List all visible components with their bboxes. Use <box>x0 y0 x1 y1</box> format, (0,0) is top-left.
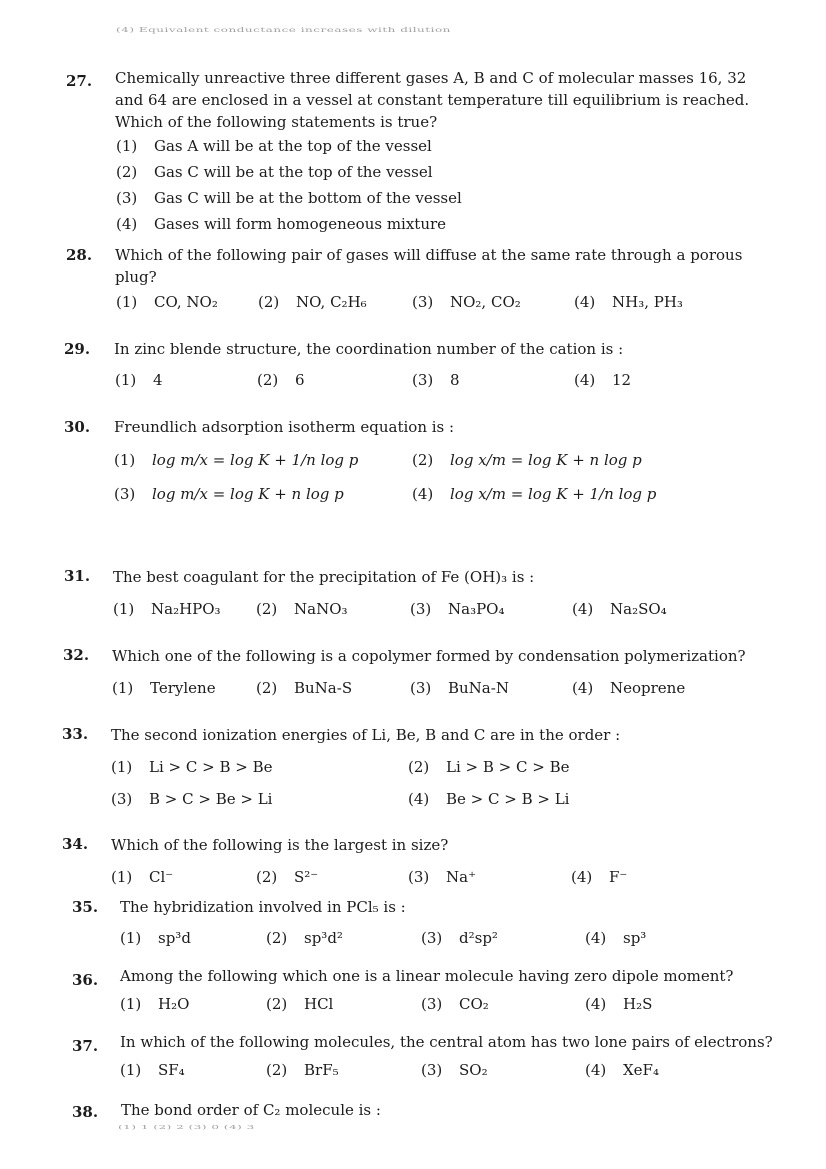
question-number: 27. <box>66 72 93 90</box>
option: (2) HCl <box>266 995 334 1013</box>
option: (4) XeF₄ <box>585 1061 659 1079</box>
option: (4) sp³ <box>585 929 647 947</box>
question-number: 33. <box>62 725 89 743</box>
question-text <box>120 965 733 987</box>
question-text <box>114 416 454 438</box>
question-line: The bond order of C₂ molecule is : <box>121 1101 381 1119</box>
option: (1) 4 <box>115 371 163 389</box>
option: (1) log m/x = log K + 1/n log p <box>114 451 359 469</box>
option: (2) S²⁻ <box>256 868 319 886</box>
option: (2) BrF₅ <box>266 1061 339 1079</box>
option: (2) log x/m = log K + n log p <box>412 451 642 469</box>
question-number: 30. <box>64 418 91 436</box>
option: (1) Na₂HPO₃ <box>113 600 221 618</box>
option: (2) Li > B > C > Be <box>408 758 570 776</box>
option: (4) 12 <box>574 371 632 389</box>
option: (1) CO, NO₂ <box>116 293 218 311</box>
question-text <box>121 1099 381 1121</box>
question-number: 32. <box>63 646 90 664</box>
option: (3) d²sp² <box>421 929 498 947</box>
option: (4) H₂S <box>585 995 653 1013</box>
question-number: 36. <box>72 971 99 989</box>
question-number: 38. <box>72 1103 99 1121</box>
option: (3) CO₂ <box>421 995 489 1013</box>
question-text <box>120 1031 773 1053</box>
option: (3) B > C > Be > Li <box>111 790 273 808</box>
option: (3) Na₃PO₄ <box>410 600 505 618</box>
option: (4) F⁻ <box>571 868 628 886</box>
question-number: 31. <box>64 567 91 585</box>
question-text <box>111 834 448 856</box>
question-line: Chemically unreactive three different gases A, B and C of molecular masses 16, 32 <box>115 69 747 87</box>
option: (4) NH₃, PH₃ <box>574 293 683 311</box>
question-text <box>120 896 406 918</box>
question-line: Which one of the following is a copolymer formed by condensation polymerization? <box>112 647 746 665</box>
question-line: The second ionization energies of Li, Be, B and C are in the order : <box>111 726 621 744</box>
option: (1) Cl⁻ <box>111 868 174 886</box>
option: (1) H₂O <box>120 995 190 1013</box>
question-line: The hybridization involved in PCl₅ is : <box>120 898 406 916</box>
option: (1) sp³d <box>120 929 191 947</box>
question-text <box>115 67 749 133</box>
option: (4) Na₂SO₄ <box>572 600 667 618</box>
question-line: Among the following which one is a linear molecule having zero dipole moment? <box>120 967 734 985</box>
option: (1) Terylene <box>112 679 216 697</box>
question-number: 34. <box>62 835 89 853</box>
cut-off-previous-option: (4) Equivalent conductance increases with dilution <box>116 26 451 34</box>
question-text <box>111 724 620 746</box>
question-number: 37. <box>72 1037 99 1055</box>
option: (1) Li > C > B > Be <box>111 758 273 776</box>
option: (3) Gas C will be at the bottom of the vessel <box>116 189 462 207</box>
question-line: In which of the following molecules, the central atom has two lone pairs of electrons? <box>120 1033 773 1051</box>
question-text <box>115 244 742 288</box>
option: (4) log x/m = log K + 1/n log p <box>412 485 657 503</box>
option: (3) log m/x = log K + n log p <box>114 485 344 503</box>
question-line: Which of the following statements is true? <box>115 113 438 131</box>
question-text <box>112 645 746 667</box>
question-number: 29. <box>64 340 91 358</box>
question-line: The best coagulant for the precipitation of Fe (OH)₃ is : <box>113 568 535 586</box>
question-line: Which of the following is the largest in size? <box>111 836 449 854</box>
option: (3) BuNa-N <box>410 679 509 697</box>
option: (2) 6 <box>257 371 305 389</box>
option: (2) sp³d² <box>266 929 343 947</box>
question-text <box>114 338 623 360</box>
option: (2) Gas C will be at the top of the vessel <box>116 163 433 181</box>
question-number: 28. <box>66 246 93 264</box>
cut-off-next-options: (1) 1 (2) 2 (3) 0 (4) 3 <box>118 1124 255 1131</box>
option: (4) Be > C > B > Li <box>408 790 570 808</box>
option: (1) SF₄ <box>120 1061 185 1079</box>
option: (4) Neoprene <box>572 679 686 697</box>
question-text <box>113 566 534 588</box>
question-line: Which of the following pair of gases will diffuse at the same rate through a porous <box>115 246 743 264</box>
question-line: In zinc blende structure, the coordination number of the cation is : <box>114 340 624 358</box>
option: (3) NO₂, CO₂ <box>412 293 521 311</box>
question-line: plug? <box>115 268 157 286</box>
option: (3) 8 <box>412 371 460 389</box>
question-line: and 64 are enclosed in a vessel at constant temperature till equilibrium is reached. <box>115 91 750 109</box>
option: (3) SO₂ <box>421 1061 488 1079</box>
question-number: 35. <box>72 898 99 916</box>
option: (2) NO, C₂H₆ <box>258 293 367 311</box>
option: (2) BuNa-S <box>256 679 353 697</box>
question-line: Freundlich adsorption isotherm equation is : <box>114 418 455 436</box>
option: (1) Gas A will be at the top of the vessel <box>116 137 432 155</box>
option: (4) Gases will form homogeneous mixture <box>116 215 447 233</box>
option: (3) Na⁺ <box>408 868 476 886</box>
option: (2) NaNO₃ <box>256 600 348 618</box>
